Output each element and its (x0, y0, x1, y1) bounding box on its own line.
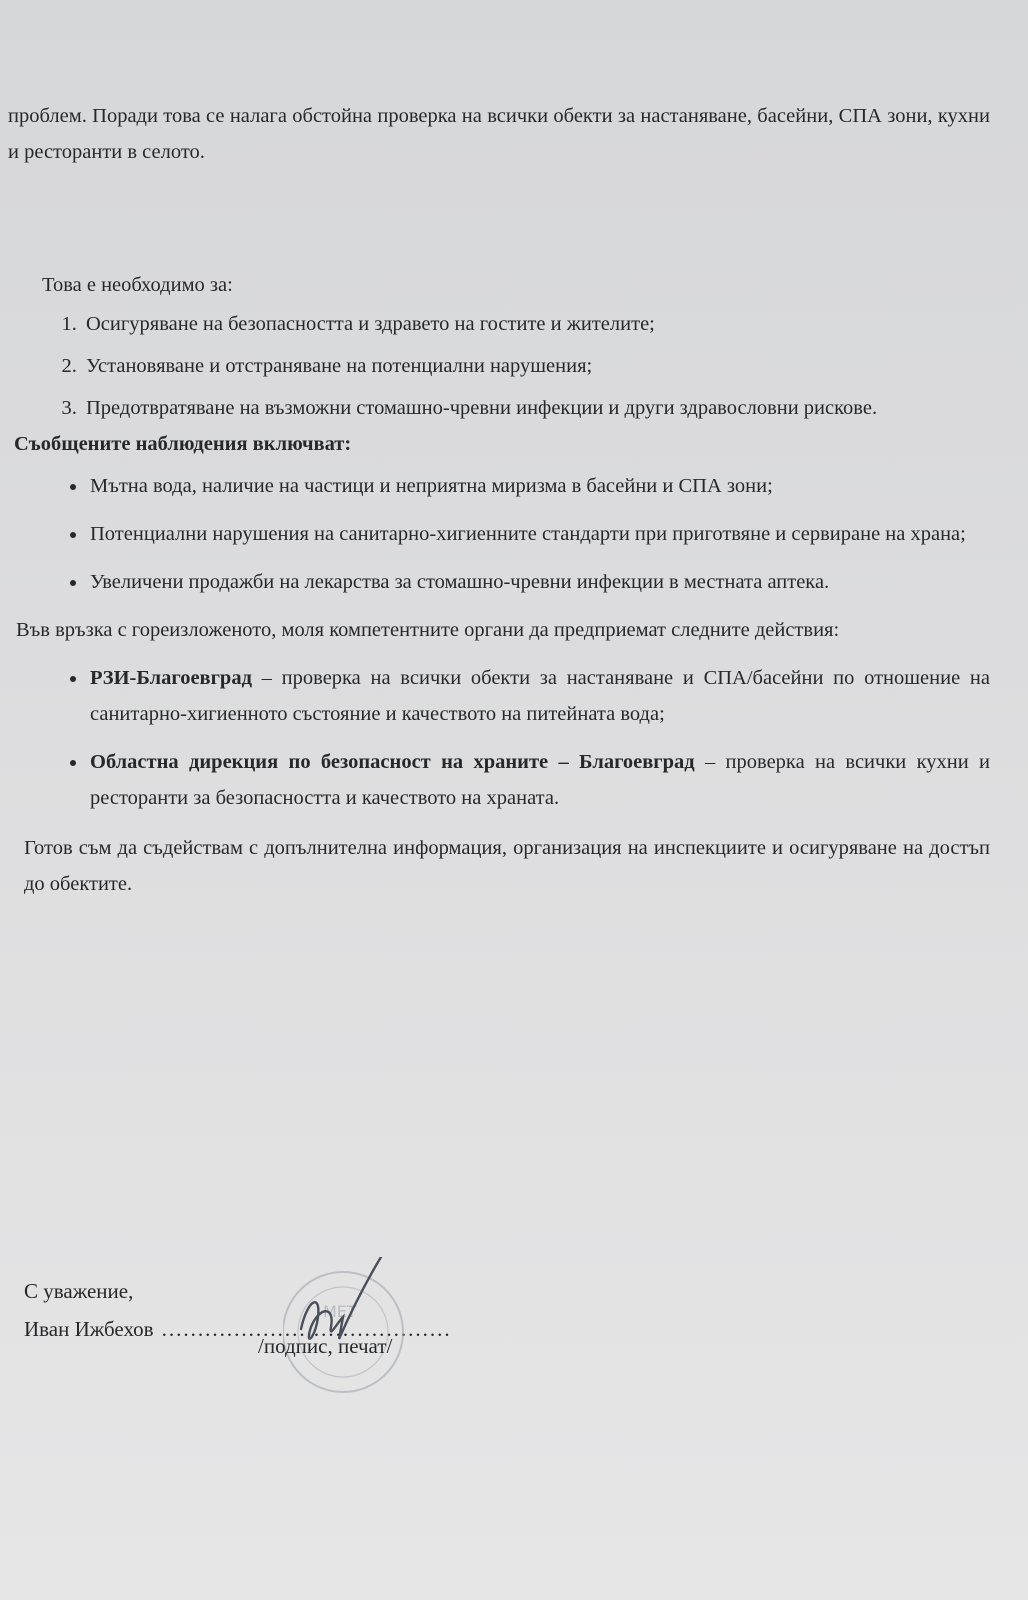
action-item (88, 660, 990, 732)
closing-paragraph: Готов съм да съдействам с допълнителна информация, организация на инспекциите и осигуряване на достъп до обектите. (24, 837, 990, 895)
observation-item: • Потенциални нарушения на санитарно-хигиенните стандарти при приготвяне и сервиране на храна; (88, 516, 990, 552)
action-org: РЗИ-Благоевград (90, 667, 252, 689)
needs-lead: Това е необходимо за: (42, 274, 233, 296)
regards-line: С уважение, (24, 1279, 134, 1303)
signature-caption: /подпис, печат/ (258, 1334, 393, 1358)
needs-item: 3. Предотвратяване на възможни стомашно-чревни инфекции и други здравословни рискове. (82, 391, 990, 425)
action-item (88, 744, 990, 816)
actions-list (8, 660, 990, 816)
stamp-lettering: МЕТ (323, 1302, 357, 1321)
observations-list (8, 468, 990, 600)
intro-paragraph: проблем. Поради това се налага обстойна проверка на всички обекти за настаняване, басейни, СПА зони, кухни и ресторанти в селото. (8, 105, 990, 163)
observation-item: • Мътна вода, наличие на частици и неприятна миризма в басейни и СПА зони; (88, 468, 990, 504)
needs-item: 2. Установяване и отстраняване на потенциални нарушения; (82, 349, 990, 383)
request-paragraph: Във връзка с гореизложеното, моля компетентните органи да предприемат следните действия: (16, 619, 840, 641)
observation-item: • Увеличени продажби на лекарства за стомашно-чревни инфекции в местната аптека. (88, 564, 990, 600)
signer-name: Иван Ижбехов (24, 1317, 154, 1341)
needs-item: 1. Осигуряване на безопасността и здравето на гостите и жителите; (82, 307, 990, 341)
observations-heading: Съобщените наблюдения включват: (14, 433, 352, 455)
action-org: Областна дирекция по безопасност на храните – Благоевград (90, 751, 695, 773)
needs-list (8, 307, 990, 425)
action-text: – проверка на всички кухни и ресторанти за безопасността и качеството на храната. (90, 751, 990, 809)
signature-dots: ........................................ (161, 1317, 452, 1341)
action-text: – проверка на всички обекти за настаняване и СПА/басейни по отношение на санитарно-хигиенното състояние и качеството на питейната вода; (90, 667, 990, 725)
